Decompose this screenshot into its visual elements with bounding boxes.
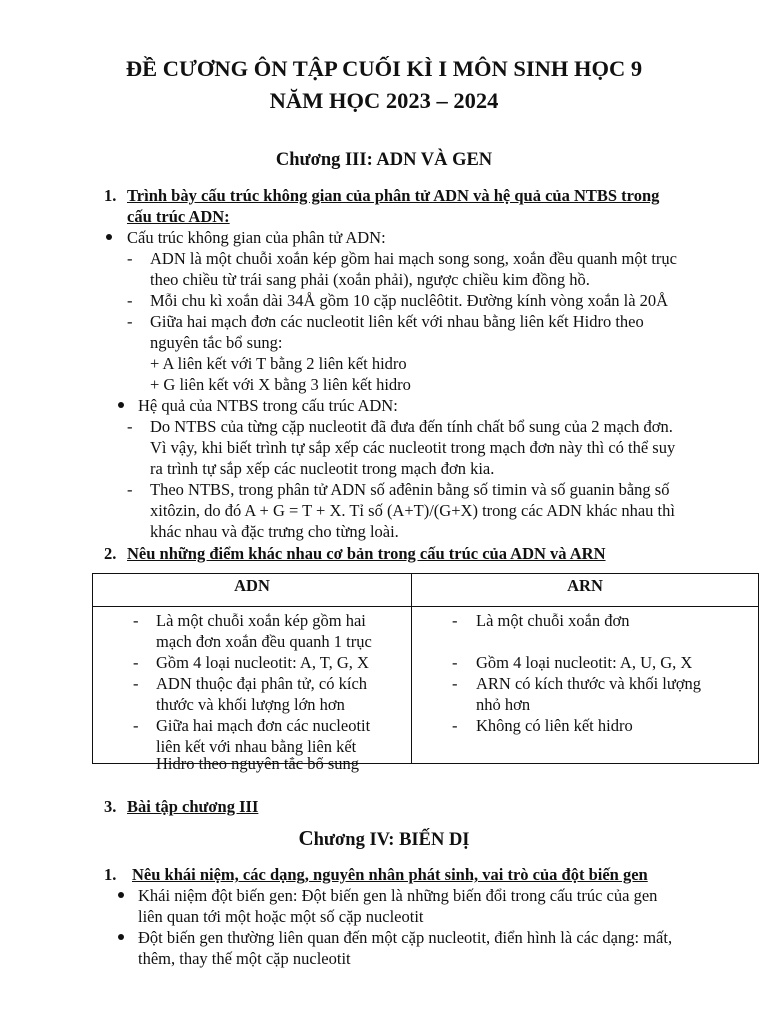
list-item: + G liên kết với X bằng 3 liên kết hidro	[150, 375, 411, 394]
question-3-heading: Bài tập chương III	[127, 797, 259, 816]
chapter-4-title	[0, 828, 768, 851]
question-1-heading-cont: cấu trúc ADN:	[127, 207, 230, 226]
table-item: liên kết với nhau bằng liên kết	[156, 737, 357, 756]
table-cell-adn	[93, 607, 412, 773]
dash-marker: -	[127, 480, 133, 499]
list-item: + A liên kết với T bằng 2 liên kết hidro	[150, 354, 407, 373]
list-item: Giữa hai mạch đơn các nucleotit liên kết với nhau bằng liên kết Hidro theo	[150, 312, 644, 331]
dash-marker: -	[127, 312, 133, 331]
list-item: Đột biến gen thường liên quan đến một cặp nucleotit, điển hình là các dạng: mất,	[138, 928, 673, 947]
table-item: Không có liên kết hidro	[476, 716, 633, 735]
dash-marker: -	[452, 674, 458, 693]
bullet-structure: Cấu trúc không gian của phân tử ADN:	[127, 228, 386, 247]
list-item: ADN là một chuỗi xoắn kép gồm hai mạch song song, xoắn đều quanh một trục	[150, 249, 677, 268]
question-2-heading: Nêu những điểm khác nhau cơ bản trong cấu trúc của ADN và ARN	[127, 544, 606, 563]
table-item: ARN có kích thước và khối lượng	[476, 674, 702, 693]
table-item: ADN thuộc đại phân tử, có kích	[156, 674, 368, 693]
list-item: ra trình tự sắp xếp các nucleotit trong mạch đơn kia.	[150, 459, 495, 478]
table-item: Là một chuỗi xoắn đơn	[476, 611, 630, 630]
list-item: Mỗi chu kì xoắn dài 34Å gồm 10 cặp nuclêôtit. Đường kính vòng xoắn là 20Å	[150, 291, 669, 310]
table-item: Gồm 4 loại nucleotit: A, T, G, X	[156, 653, 369, 672]
dash-marker: -	[133, 611, 139, 630]
table-item: thước và khối lượng lớn hơn	[156, 695, 345, 714]
question-1-heading: Trình bày cấu trúc không gian của phân tử ADN và hệ quả của NTBS trong	[127, 186, 660, 205]
chapter-4-question-1-heading: Nêu khái niệm, các dạng, nguyên nhân phát sinh, vai trò của đột biến gen	[132, 865, 648, 884]
list-item: Khái niệm đột biến gen: Đột biến gen là những biến đổi trong cấu trúc của gen	[138, 886, 658, 905]
list-item: Theo NTBS, trong phân tử ADN số ađênin bằng số timin và số guanin bằng số	[150, 480, 670, 499]
list-item: theo chiều từ trái sang phải (xoắn phải), ngược chiều kim đồng hồ.	[150, 270, 590, 289]
dash-marker: -	[452, 653, 458, 672]
list-item: xitôzin, do đó A + G = T + X. Tỉ số (A+T)/(G+X) trong các ADN khác nhau thì	[150, 501, 675, 520]
chapter-4-title-initial: C	[298, 826, 314, 850]
document-title-line-2: NĂM HỌC 2023 – 2024	[269, 88, 499, 113]
question-3-number: 3.	[104, 797, 117, 816]
dash-marker: -	[127, 417, 133, 436]
list-item: khác nhau và đặc trưng cho từng loài.	[150, 522, 399, 541]
chapter-4-question-1-number: 1.	[104, 865, 117, 884]
table-header-arn: ARN	[412, 574, 759, 607]
question-1-number: 1.	[104, 186, 117, 205]
bullet-consequence: Hệ quả của NTBS trong cấu trúc ADN:	[138, 396, 398, 415]
list-item: nguyên tắc bổ sung:	[150, 333, 283, 352]
dash-marker: -	[452, 611, 458, 630]
bullet-dot	[118, 892, 124, 898]
document-title-line-1: ĐỀ CƯƠNG ÔN TẬP CUỐI KÌ I MÔN SINH HỌC 9	[125, 56, 643, 81]
table-item: Gồm 4 loại nucleotit: A, U, G, X	[476, 653, 693, 672]
table-item: Hidro theo nguyên tắc bổ sung	[156, 757, 360, 773]
dash-marker: -	[452, 716, 458, 735]
list-item: Vì vậy, khi biết trình tự sắp xếp các nucleotit trong mạch đơn này thì có thể suy	[150, 438, 676, 457]
dash-marker: -	[133, 716, 139, 735]
table-item: Là một chuỗi xoắn kép gồm hai	[156, 611, 366, 630]
bullet-dot	[118, 402, 124, 408]
dash-marker: -	[133, 674, 139, 693]
table-item: Giữa hai mạch đơn các nucleotit	[156, 716, 371, 735]
table-header-adn: ADN	[93, 574, 412, 607]
list-item: thêm, thay thế một cặp nucleotit	[138, 949, 351, 968]
chapter-4-title-rest: hương IV: BIẾN DỊ	[313, 830, 470, 850]
list-item: Do NTBS của từng cặp nucleotit đã đưa đến tính chất bổ sung của 2 mạch đơn.	[150, 417, 673, 436]
dash-marker: -	[127, 249, 133, 268]
dash-marker: -	[133, 653, 139, 672]
comparison-table	[92, 573, 759, 773]
chapter-3-title: Chương III: ADN VÀ GEN	[275, 150, 493, 170]
table-item: mạch đơn xoắn đều quanh 1 trục	[156, 632, 372, 651]
bullet-dot	[106, 234, 112, 240]
dash-marker: -	[127, 291, 133, 310]
list-item: liên quan tới một hoặc một số cặp nucleotit	[138, 907, 424, 926]
bullet-dot	[118, 934, 124, 940]
table-item: nhỏ hơn	[476, 695, 531, 714]
question-2-number: 2.	[104, 544, 117, 563]
table-cell-arn	[412, 607, 759, 764]
